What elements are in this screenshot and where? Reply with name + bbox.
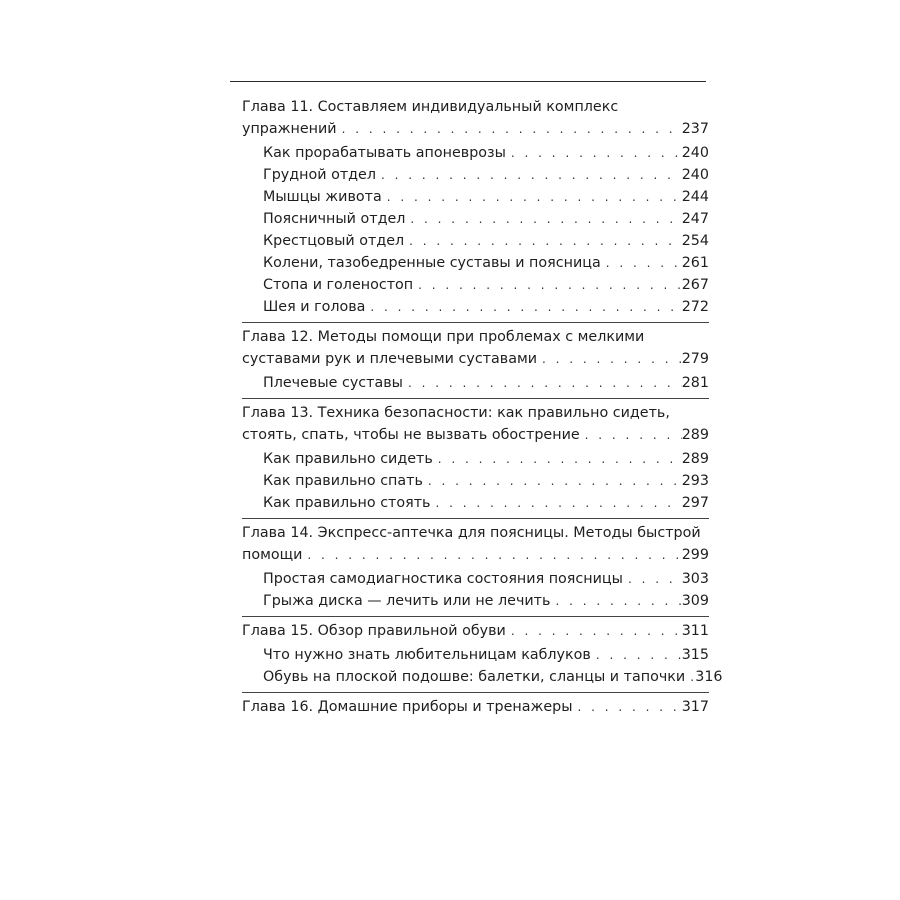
dot-leader xyxy=(302,544,681,566)
page-number: 240 xyxy=(681,167,709,183)
top-rule xyxy=(230,81,706,82)
section-title: Что нужно знать любительницам каблуков xyxy=(263,647,591,663)
dot-leader xyxy=(506,142,682,164)
section-entry xyxy=(242,470,709,492)
chapter-title: стоять, спать, чтобы не вызвать обострение xyxy=(242,427,580,443)
section-title: Как правильно сидеть xyxy=(263,451,433,467)
page-number: 315 xyxy=(681,647,709,663)
dot-leader xyxy=(404,230,682,252)
page-number: 289 xyxy=(681,427,709,443)
section-entry xyxy=(242,448,709,470)
dot-leader xyxy=(403,372,682,394)
section-list xyxy=(242,566,709,613)
section-title: Как прорабатывать апоневрозы xyxy=(263,145,506,161)
chapter-block xyxy=(242,96,709,319)
dot-leader xyxy=(623,568,682,590)
section-title: Плечевые суставы xyxy=(263,375,403,391)
page-number: 293 xyxy=(681,473,709,489)
chapter-entry xyxy=(242,118,709,140)
page-number: 316 xyxy=(695,669,723,685)
page-number: 272 xyxy=(681,299,709,315)
dot-leader xyxy=(382,186,682,208)
section-title: Как правильно спать xyxy=(263,473,423,489)
dot-leader xyxy=(580,424,682,446)
dot-leader xyxy=(573,696,682,718)
section-entry xyxy=(242,208,709,230)
section-entry xyxy=(242,568,709,590)
section-title: Обувь на плоской подошве: балетки, сланцы и тапочки xyxy=(263,669,686,685)
section-entry xyxy=(242,230,709,252)
dot-leader xyxy=(431,492,682,514)
table-of-contents xyxy=(242,96,723,718)
chapter-title: Глава 16. Домашние приборы и тренажеры xyxy=(242,699,573,715)
section-list xyxy=(242,642,723,689)
chapter-block xyxy=(242,616,723,689)
page-number: 317 xyxy=(681,699,709,715)
dot-leader xyxy=(601,252,682,274)
dot-leader xyxy=(685,666,695,688)
page-number: 297 xyxy=(681,495,709,511)
dot-leader xyxy=(365,296,681,318)
section-title: Простая самодиагностика состояния поясницы xyxy=(263,571,623,587)
dot-leader xyxy=(405,208,681,230)
section-entry xyxy=(242,142,709,164)
chapter-title: помощи xyxy=(242,547,303,563)
page-number: 299 xyxy=(681,547,709,563)
dot-leader xyxy=(506,620,682,642)
section-title: Стопа и голеностоп xyxy=(263,277,414,293)
page-number: 309 xyxy=(681,593,709,609)
dot-leader xyxy=(433,448,682,470)
section-title: Грудной отдел xyxy=(263,167,376,183)
chapter-entry xyxy=(242,696,709,718)
page-number: 261 xyxy=(681,255,709,271)
dot-leader xyxy=(537,348,682,370)
section-list xyxy=(242,446,709,515)
page-number: 240 xyxy=(681,145,709,161)
chapter-title-line: Глава 11. Составляем индивидуальный комплекс xyxy=(242,99,619,115)
chapter-title-line: Глава 12. Методы помощи при проблемах с мелкими xyxy=(242,329,645,345)
page-number: 237 xyxy=(681,121,709,137)
chapter-entry xyxy=(242,348,709,370)
section-entry xyxy=(242,252,709,274)
page-number: 247 xyxy=(681,211,709,227)
dot-leader xyxy=(376,164,682,186)
section-list xyxy=(242,140,709,319)
section-entry xyxy=(242,666,723,688)
page-number: 244 xyxy=(681,189,709,205)
section-entry xyxy=(242,372,709,394)
page-number: 267 xyxy=(681,277,709,293)
chapter-block xyxy=(242,322,709,395)
section-title: Как правильно стоять xyxy=(263,495,431,511)
chapter-block xyxy=(242,518,709,613)
page-number: 289 xyxy=(681,451,709,467)
section-title: Шея и голова xyxy=(263,299,366,315)
chapter-entry xyxy=(242,424,709,446)
page-number: 303 xyxy=(681,571,709,587)
section-entry xyxy=(242,644,709,666)
section-entry xyxy=(242,274,709,296)
chapter-block xyxy=(242,398,709,515)
chapter-entry xyxy=(242,544,709,566)
dot-leader xyxy=(591,644,682,666)
section-title: Мышцы живота xyxy=(263,189,382,205)
chapter-title: упражнений xyxy=(242,121,337,137)
chapter-title: Глава 15. Обзор правильной обуви xyxy=(242,623,506,639)
section-entry xyxy=(242,590,709,612)
section-list xyxy=(242,370,709,395)
chapter-entry xyxy=(242,620,709,642)
section-entry xyxy=(242,186,709,208)
dot-leader xyxy=(337,118,682,140)
page-number: 311 xyxy=(681,623,709,639)
chapter-title-line: Глава 14. Экспресс-аптечка для поясницы. Методы быстрой xyxy=(242,525,701,541)
dot-leader xyxy=(413,274,682,296)
section-entry xyxy=(242,164,709,186)
section-title: Крестцовый отдел xyxy=(263,233,405,249)
dot-leader xyxy=(550,590,681,612)
page-number: 281 xyxy=(681,375,709,391)
dot-leader xyxy=(423,470,682,492)
section-title: Колени, тазобедренные суставы и поясница xyxy=(263,255,601,271)
chapter-title: суставами рук и плечевыми суставами xyxy=(242,351,538,367)
section-entry xyxy=(242,296,709,318)
chapter-title-line: Глава 13. Техника безопасности: как правильно сидеть, xyxy=(242,405,670,421)
section-entry xyxy=(242,492,709,514)
page-number: 254 xyxy=(681,233,709,249)
chapter-block xyxy=(242,692,709,718)
section-title: Грыжа диска — лечить или не лечить xyxy=(263,593,551,609)
page-number: 279 xyxy=(681,351,709,367)
section-title: Поясничный отдел xyxy=(263,211,406,227)
